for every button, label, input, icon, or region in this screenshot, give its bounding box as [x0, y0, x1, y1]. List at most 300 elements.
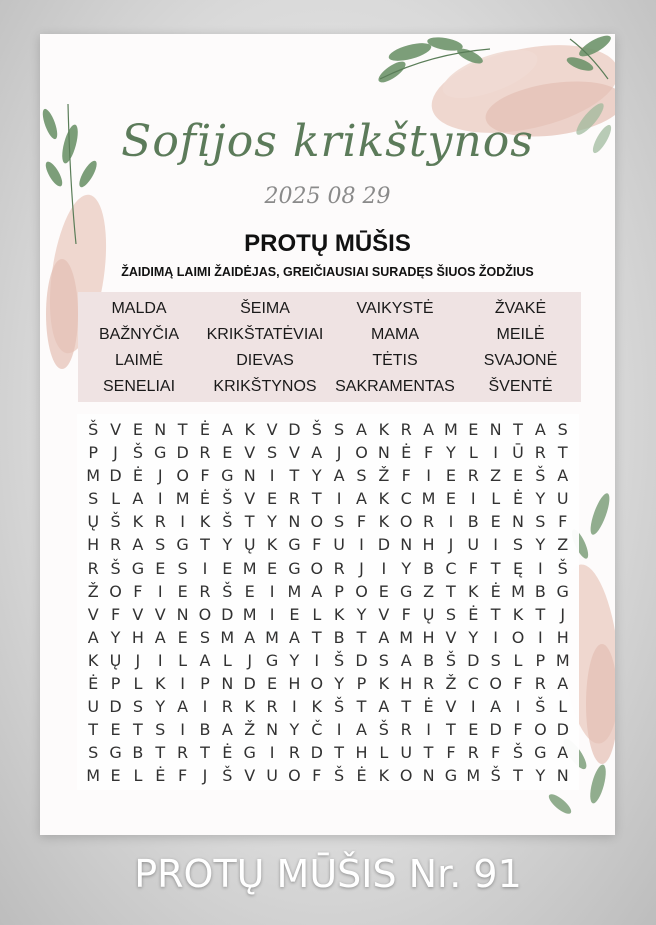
- letter-cell: Š: [110, 558, 121, 578]
- letter-cell: A: [221, 420, 233, 439]
- letter-cell: R: [534, 443, 546, 463]
- letter-cell: Š: [110, 512, 121, 532]
- letter-cell: Ė: [490, 581, 501, 601]
- letter-cell: Ė: [199, 489, 211, 509]
- letter-cell: E: [512, 466, 524, 486]
- letter-cell: A: [333, 466, 345, 486]
- letter-cell: S: [199, 627, 211, 647]
- letter-cell: Ė: [88, 674, 99, 694]
- letter-cell: L: [468, 443, 478, 463]
- letter-cell: J: [336, 443, 342, 463]
- letter-cell: U: [400, 743, 413, 763]
- letter-cell: F: [446, 743, 456, 763]
- letter-cell: E: [267, 558, 278, 578]
- letter-cell: G: [243, 743, 256, 763]
- letter-cell: Č: [311, 720, 323, 740]
- letter-cell: Y: [446, 443, 456, 463]
- letter-cell: J: [247, 650, 253, 670]
- letter-cell: I: [426, 466, 431, 486]
- letter-cell: K: [512, 604, 524, 624]
- letter-cell: P: [535, 650, 546, 670]
- letter-grid-row: [82, 695, 574, 718]
- letter-cell: F: [558, 512, 568, 532]
- letter-cell: O: [534, 720, 547, 740]
- letter-cell: B: [423, 650, 435, 670]
- letter-cell: P: [334, 581, 344, 601]
- letter-cell: T: [513, 766, 523, 786]
- letter-cell: D: [109, 466, 122, 486]
- word-list-box: [78, 292, 581, 402]
- letter-cell: S: [557, 420, 568, 439]
- letter-cell: R: [467, 466, 479, 486]
- letter-cell: M: [175, 489, 190, 509]
- letter-cell: N: [176, 604, 189, 624]
- letter-cell: F: [133, 581, 143, 601]
- word-list-item: MALDA: [111, 300, 167, 317]
- letter-cell: U: [266, 766, 278, 786]
- letter-cell: Š: [222, 581, 233, 601]
- letter-cell: V: [244, 766, 256, 786]
- letter-cell: U: [556, 489, 569, 509]
- letter-cell: E: [222, 443, 233, 463]
- letter-grid-row: [82, 626, 574, 649]
- letter-cell: L: [178, 650, 188, 670]
- word-list-item: DIEVAS: [236, 352, 294, 369]
- letter-cell: A: [221, 720, 233, 740]
- letter-cell: I: [493, 627, 498, 647]
- letter-cell: R: [177, 743, 189, 763]
- letter-cell: E: [267, 674, 278, 694]
- letter-cell: Š: [132, 443, 143, 463]
- letter-cell: Š: [535, 697, 546, 717]
- letter-cell: Y: [535, 766, 546, 786]
- letter-cell: T: [244, 512, 255, 532]
- letter-cell: V: [288, 443, 300, 463]
- word-list-item: KRIKŠTYNOS: [213, 378, 317, 395]
- letter-cell: O: [355, 581, 368, 601]
- letter-grid-box: [77, 414, 579, 790]
- letter-cell: N: [154, 420, 167, 439]
- letter-cell: K: [132, 512, 144, 532]
- letter-cell: J: [202, 766, 208, 786]
- letter-cell: E: [132, 420, 143, 439]
- letter-cell: E: [222, 558, 233, 578]
- letter-cell: M: [265, 627, 279, 647]
- letter-cell: J: [135, 650, 141, 670]
- letter-cell: S: [512, 535, 524, 555]
- letter-cell: S: [378, 650, 389, 670]
- letter-cell: T: [177, 420, 188, 439]
- letter-cell: D: [109, 697, 122, 717]
- letter-cell: A: [378, 627, 390, 647]
- letter-cell: A: [311, 443, 323, 463]
- letter-cell: I: [269, 604, 275, 624]
- letter-cell: Ė: [132, 466, 143, 486]
- letter-cell: R: [288, 743, 300, 763]
- letter-cell: F: [401, 604, 411, 624]
- letter-cell: R: [109, 535, 122, 555]
- letter-cell: A: [557, 466, 569, 486]
- letter-cell: G: [265, 650, 279, 670]
- letter-cell: M: [242, 558, 257, 578]
- letter-cell: J: [359, 558, 364, 578]
- letter-grid-row: [82, 603, 574, 626]
- letter-cell: M: [511, 581, 525, 601]
- letter-cell: G: [556, 581, 569, 601]
- letter-cell: V: [445, 697, 457, 717]
- letter-cell: R: [400, 720, 412, 740]
- letter-cell: Ž: [378, 466, 390, 486]
- letter-cell: H: [422, 627, 435, 647]
- letter-cell: N: [422, 766, 435, 786]
- letter-cell: M: [220, 627, 235, 647]
- letter-cell: Y: [222, 535, 233, 555]
- letter-cell: Š: [490, 766, 501, 786]
- letter-cell: O: [198, 604, 212, 624]
- letter-cell: E: [110, 720, 121, 740]
- letter-cell: S: [266, 443, 278, 463]
- letter-cell: A: [87, 627, 99, 647]
- letter-cell: N: [489, 420, 502, 439]
- letter-grid-row: [82, 649, 574, 672]
- letter-cell: K: [378, 512, 390, 532]
- puzzle-instructions: ŽAIDIMĄ LAIMI ŽAIDĖJAS, GREIČIAUSIAI SURADĘS ŠIUOS ŽODŽIUS: [121, 265, 534, 279]
- letter-cell: R: [423, 674, 435, 694]
- letter-cell: F: [401, 466, 411, 486]
- letter-cell: D: [489, 720, 502, 740]
- letter-cell: O: [310, 558, 324, 578]
- letter-cell: H: [556, 627, 569, 647]
- letter-cell: F: [468, 558, 478, 578]
- letter-grid-row: [82, 464, 574, 487]
- letter-cell: U: [87, 697, 100, 717]
- letter-cell: Y: [289, 650, 300, 670]
- letter-cell: Š: [445, 650, 456, 670]
- letter-cell: C: [400, 489, 412, 509]
- letter-cell: Y: [468, 627, 479, 647]
- letter-cell: O: [310, 674, 324, 694]
- letter-cell: F: [110, 604, 121, 624]
- letter-cell: Š: [222, 489, 233, 509]
- letter-cell: M: [242, 604, 257, 624]
- letter-cell: Z: [490, 466, 502, 486]
- letter-cell: I: [515, 697, 521, 717]
- letter-cell: F: [200, 466, 210, 486]
- letter-cell: Ė: [155, 766, 166, 786]
- letter-cell: I: [470, 697, 476, 717]
- letter-cell: N: [266, 720, 279, 740]
- letter-cell: E: [378, 581, 389, 601]
- letter-cell: T: [557, 443, 568, 463]
- letter-cell: P: [88, 443, 98, 463]
- letter-cell: I: [157, 489, 163, 509]
- letter-cell: I: [180, 674, 185, 694]
- letter-cell: I: [426, 720, 431, 740]
- letter-cell: I: [202, 697, 208, 717]
- letter-grid-row: [82, 533, 574, 556]
- letter-grid-row: [82, 741, 574, 764]
- letter-cell: S: [490, 650, 501, 670]
- letter-cell: P: [356, 674, 367, 694]
- word-list-item: ŠEIMA: [240, 300, 290, 317]
- letter-cell: M: [86, 466, 101, 486]
- letter-grid-row: [82, 672, 574, 695]
- letter-cell: Z: [557, 535, 569, 555]
- letter-cell: O: [310, 512, 324, 532]
- letter-cell: Y: [401, 558, 412, 578]
- letter-cell: F: [423, 443, 434, 463]
- letter-grid-row: [82, 441, 574, 464]
- letter-cell: I: [269, 466, 275, 486]
- letter-grid-row: [82, 718, 574, 741]
- word-list-item: ŠVENTĖ: [488, 378, 553, 395]
- letter-grid-row: [82, 557, 574, 580]
- letter-cell: M: [86, 766, 101, 786]
- letter-cell: O: [355, 443, 368, 463]
- letter-cell: Š: [378, 720, 389, 740]
- letter-cell: Y: [289, 720, 300, 740]
- letter-cell: T: [356, 627, 367, 647]
- letter-cell: I: [269, 743, 275, 763]
- letter-cell: T: [423, 743, 434, 763]
- letter-cell: Š: [334, 697, 345, 717]
- letter-cell: L: [222, 650, 232, 670]
- letter-cell: R: [400, 420, 412, 439]
- letter-cell: H: [288, 674, 301, 694]
- letter-cell: H: [131, 627, 144, 647]
- letter-cell: C: [445, 558, 457, 578]
- letter-grid-row: [82, 580, 574, 603]
- letter-cell: R: [288, 489, 300, 509]
- word-list-item: MAMA: [371, 326, 419, 343]
- letter-cell: N: [377, 443, 390, 463]
- letter-cell: G: [444, 766, 458, 786]
- letter-cell: I: [381, 558, 387, 578]
- letter-cell: E: [155, 558, 166, 578]
- letter-cell: E: [445, 489, 456, 509]
- letter-cell: U: [467, 535, 480, 555]
- letter-cell: C: [467, 674, 479, 694]
- letter-cell: J: [448, 535, 454, 555]
- letter-cell: E: [445, 466, 456, 486]
- letter-cell: A: [356, 720, 367, 740]
- letter-cell: S: [88, 743, 99, 763]
- letter-cell: M: [444, 420, 458, 439]
- letter-cell: A: [154, 627, 166, 647]
- letter-cell: I: [470, 489, 476, 509]
- word-list-item: SENELIAI: [102, 378, 176, 395]
- letter-cell: V: [132, 604, 144, 624]
- word-list-item: TĖTIS: [372, 352, 418, 369]
- letter-cell: K: [333, 604, 345, 624]
- letter-cell: Ū: [512, 443, 524, 463]
- letter-cell: R: [534, 674, 546, 694]
- letter-cell: V: [154, 604, 166, 624]
- letter-cell: S: [177, 558, 188, 578]
- letter-cell: T: [200, 535, 210, 555]
- letter-grid-row: [82, 510, 574, 533]
- letter-cell: A: [132, 535, 144, 555]
- letter-cell: Y: [535, 489, 546, 509]
- letter-cell: O: [109, 581, 122, 601]
- letter-cell: Š: [311, 420, 322, 439]
- letter-cell: D: [377, 535, 391, 555]
- letter-cell: R: [266, 697, 278, 717]
- letter-cell: Ž: [445, 674, 457, 694]
- letter-cell: R: [199, 581, 211, 601]
- letter-cell: A: [490, 697, 502, 717]
- letter-cell: Y: [110, 627, 121, 647]
- word-list: [78, 296, 581, 400]
- letter-cell: F: [178, 766, 188, 786]
- letter-cell: I: [180, 720, 185, 740]
- word-list-item: MEILĖ: [496, 326, 545, 343]
- letter-cell: Š: [222, 512, 233, 532]
- letter-cell: M: [399, 627, 414, 647]
- letter-grid-row: [82, 764, 574, 787]
- letter-cell: L: [133, 674, 143, 694]
- letter-cell: B: [467, 512, 479, 532]
- letter-cell: H: [422, 535, 435, 555]
- letter-cell: K: [87, 650, 99, 670]
- letter-cell: F: [312, 535, 322, 555]
- letter-cell: L: [513, 650, 523, 670]
- letter-cell: A: [288, 627, 300, 647]
- letter-cell: F: [356, 512, 367, 532]
- letter-cell: T: [155, 743, 166, 763]
- letter-cell: V: [110, 420, 122, 439]
- letter-cell: T: [446, 720, 456, 740]
- puzzle-card: [40, 34, 615, 835]
- letter-cell: A: [356, 489, 367, 509]
- letter-cell: V: [266, 420, 278, 439]
- letter-cell: T: [446, 581, 456, 601]
- letter-cell: Y: [334, 674, 345, 694]
- letter-cell: F: [513, 720, 523, 740]
- letter-cell: A: [557, 674, 569, 694]
- letter-cell: T: [88, 720, 99, 740]
- letter-cell: E: [177, 627, 188, 647]
- word-list-item: KRIKŠTATĖVIAI: [206, 326, 324, 343]
- word-list-item: SAKRAMENTAS: [335, 378, 455, 395]
- letter-cell: G: [176, 535, 189, 555]
- letter-cell: V: [378, 604, 390, 624]
- letter-cell: L: [558, 697, 568, 717]
- letter-cell: I: [157, 650, 163, 670]
- letter-cell: O: [288, 766, 301, 786]
- letter-cell: D: [310, 743, 323, 763]
- letter-cell: Š: [535, 466, 546, 486]
- letter-cell: G: [109, 743, 122, 763]
- letter-cell: H: [400, 674, 413, 694]
- letter-cell: Š: [334, 650, 345, 670]
- letter-cell: R: [333, 558, 345, 578]
- letter-cell: R: [154, 512, 166, 532]
- letter-cell: G: [154, 443, 167, 463]
- letter-cell: R: [423, 512, 435, 532]
- letter-cell: I: [538, 627, 543, 647]
- letter-cell: G: [534, 743, 547, 763]
- letter-cell: K: [311, 697, 323, 717]
- letter-grid-row: [82, 418, 574, 441]
- letter-cell: I: [202, 558, 208, 578]
- letter-cell: A: [356, 420, 367, 439]
- letter-cell: F: [513, 674, 523, 694]
- event-date: 2025 08 29: [264, 184, 391, 209]
- letter-cell: E: [289, 604, 300, 624]
- letter-cell: K: [266, 535, 278, 555]
- letter-cell: T: [311, 627, 322, 647]
- letter-cell: N: [556, 766, 569, 786]
- letter-cell: E: [490, 512, 501, 532]
- letter-cell: N: [512, 512, 524, 532]
- letter-cell: I: [493, 535, 498, 555]
- letter-cell: S: [445, 604, 456, 624]
- letter-cell: M: [466, 766, 481, 786]
- letter-cell: B: [534, 581, 546, 601]
- letter-cell: K: [468, 581, 479, 601]
- letter-cell: V: [445, 627, 457, 647]
- letter-cell: E: [468, 420, 479, 439]
- letter-cell: U: [333, 535, 345, 555]
- letter-cell: N: [288, 512, 301, 532]
- letter-cell: G: [288, 535, 301, 555]
- letter-cell: Ų: [422, 604, 435, 624]
- letter-cell: Ų: [87, 512, 100, 532]
- letter-cell: P: [200, 674, 210, 694]
- letter-cell: S: [334, 512, 345, 532]
- letter-cell: Ė: [423, 697, 434, 717]
- letter-cell: Š: [334, 766, 345, 786]
- letter-cell: Ė: [356, 766, 367, 786]
- letter-cell: Y: [311, 466, 322, 486]
- letter-cell: I: [493, 443, 498, 463]
- letter-cell: V: [244, 489, 256, 509]
- word-list-item: VAIKYSTĖ: [356, 300, 434, 317]
- letter-cell: K: [155, 674, 166, 694]
- letter-cell: I: [314, 650, 320, 670]
- letter-cell: V: [87, 604, 99, 624]
- letter-cell: O: [176, 466, 189, 486]
- letter-cell: L: [491, 489, 501, 509]
- letter-cell: Ė: [468, 604, 479, 624]
- letter-cell: T: [401, 697, 412, 717]
- letter-cell: I: [448, 512, 454, 532]
- letter-cell: T: [289, 466, 300, 486]
- letter-cell: G: [221, 466, 234, 486]
- letter-cell: S: [88, 489, 99, 509]
- letter-cell: Ę: [512, 558, 524, 578]
- letter-cell: Ė: [199, 420, 211, 439]
- letter-cell: T: [490, 604, 501, 624]
- letter-cell: O: [511, 627, 525, 647]
- letter-cell: K: [378, 766, 390, 786]
- letter-cell: B: [132, 743, 144, 763]
- letter-cell: I: [336, 489, 342, 509]
- letter-cell: E: [267, 489, 278, 509]
- letter-cell: O: [399, 766, 413, 786]
- letter-cell: H: [87, 535, 100, 555]
- letter-cell: G: [131, 558, 145, 578]
- letter-cell: I: [292, 697, 297, 717]
- letter-cell: Y: [267, 512, 277, 532]
- letter-cell: A: [400, 650, 412, 670]
- letter-cell: S: [155, 535, 166, 555]
- letter-cell: I: [538, 558, 543, 578]
- letter-cell: L: [133, 766, 143, 786]
- letter-cell: A: [132, 489, 144, 509]
- letter-cell: T: [535, 604, 546, 624]
